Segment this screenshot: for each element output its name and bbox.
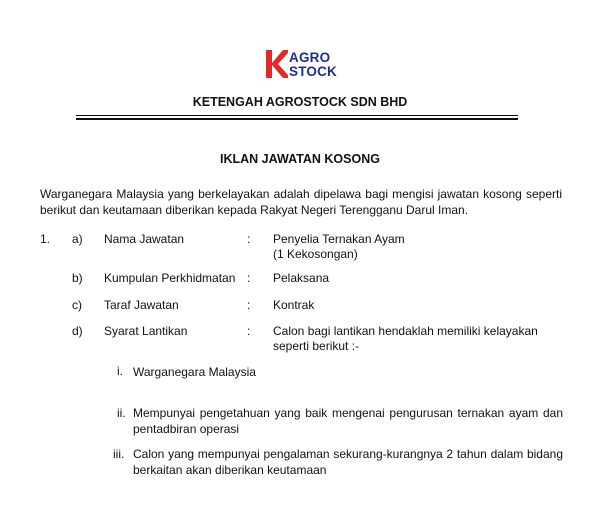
page-title: IKLAN JAWATAN KOSONG [220,152,380,166]
requirement-text: Warganegara Malaysia [133,365,256,379]
section-number: 1. [40,232,51,246]
field-value-service-group: Pelaksana [273,271,330,285]
field-label-position-name: Nama Jawatan [104,232,185,246]
company-logo [266,50,346,80]
field-separator: : [247,298,251,312]
field-label-service-group: Kumpulan Perkhidmatan [104,271,236,285]
header-divider-thin [76,115,518,116]
logo-text-agro: AGRO [289,50,331,65]
item-letter: a) [72,232,83,246]
field-value-position-status: Kontrak [273,298,315,312]
agrostock-k-logo-icon [266,50,288,78]
item-letter: d) [72,324,83,338]
item-letter: b) [72,271,83,285]
field-separator: : [247,324,251,338]
field-label-position-status: Taraf Jawatan [104,298,179,312]
field-label-appointment-requirements: Syarat Lantikan [104,324,188,338]
field-value-position-name: Penyelia Ternakan Ayam [273,232,405,246]
field-separator: : [247,232,251,246]
intro-paragraph: Warganegara Malaysia yang berkelayakan adalah dipelawa bagi mengisi jawatan kosong seperti berikut dan keutamaan diberikan kepada Rakyat Negeri Terengganu Darul Iman. [40,187,562,217]
field-value-vacancies: (1 Kekosongan) [273,247,358,261]
requirement-number: ii. [117,406,126,420]
field-separator: : [247,271,251,285]
field-value-appointment-requirements-cont: seperti berikut :- [273,339,360,353]
requirement-number: iii. [113,447,125,461]
item-letter: c) [72,298,82,312]
logo-text-stock: STOCK [289,64,338,79]
requirement-text: Mempunyai pengetahuan yang baik mengenai pengurusan ternakan ayam dan pentadbiran operasi [133,406,563,436]
requirement-text: Calon yang mempunyai pengalaman sekurang-kurangnya 2 tahun dalam bidang berkaitan akan diberikan keutamaan [133,447,563,477]
company-name: KETENGAH AGROSTOCK SDN BHD [192,95,408,109]
header-divider-thick [76,118,518,120]
field-value-appointment-requirements: Calon bagi lantikan hendaklah memiliki kelayakan [273,324,538,338]
requirement-number: i. [117,364,123,378]
